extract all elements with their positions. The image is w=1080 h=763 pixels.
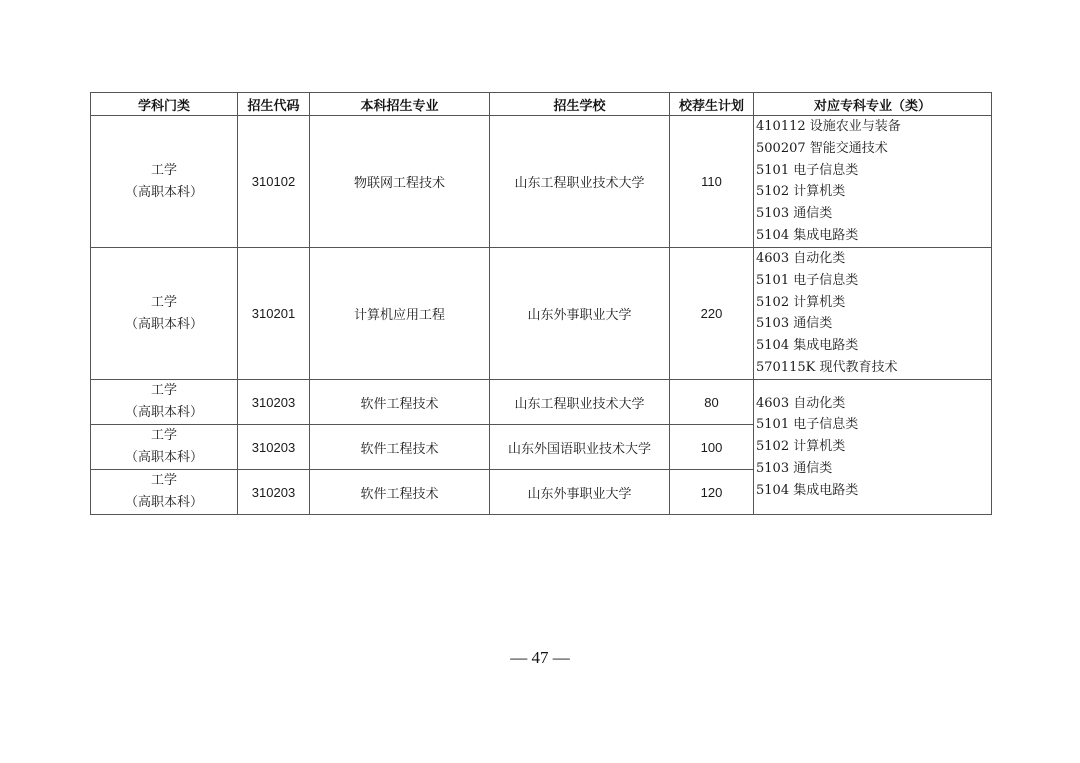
school-cell: 山东外事职业大学 — [490, 470, 670, 515]
related-major-item: 5101 电子信息类 — [756, 417, 859, 433]
major-cell: 物联网工程技术 — [310, 116, 490, 248]
related-major-item: 4603 自动化类 — [756, 251, 846, 266]
related-major-item: 5103 通信类 — [756, 460, 833, 476]
subject-level: （高职本科） — [124, 450, 203, 465]
major-cell: 软件工程技术 — [310, 380, 490, 425]
school-cell: 山东外事职业大学 — [490, 248, 670, 380]
related-major-item: 500207 智能交通技术 — [756, 140, 888, 156]
table-row — [91, 380, 992, 425]
table-header-row — [91, 93, 992, 116]
related-majors-cell — [754, 248, 992, 380]
code-cell: 310203 — [238, 380, 310, 425]
subject-name: 工学 — [150, 162, 177, 178]
header-recommended-plan: 校荐生计划 — [670, 93, 754, 116]
plan-cell: 220 — [670, 248, 754, 380]
major-cell: 软件工程技术 — [310, 470, 490, 515]
related-major-item: 5102 计算机类 — [756, 184, 846, 200]
plan-cell: 110 — [670, 116, 754, 248]
header-subject-category: 学科门类 — [91, 93, 238, 116]
table-row — [91, 248, 992, 380]
subject-cell — [91, 470, 238, 515]
header-enrollment-code: 招生代码 — [238, 93, 310, 116]
related-major-item: 5103 通信类 — [756, 206, 833, 222]
related-major-item: 5104 集成电路类 — [756, 482, 859, 498]
plan-cell: 120 — [670, 470, 754, 515]
header-school: 招生学校 — [490, 93, 670, 116]
related-major-item: 570115K 现代教育技术 — [756, 359, 898, 375]
related-major-item: 5102 计算机类 — [756, 294, 846, 310]
subject-level: （高职本科） — [124, 405, 203, 420]
related-majors-cell — [754, 116, 992, 248]
subject-level: （高职本科） — [124, 495, 203, 510]
header-undergraduate-major: 本科招生专业 — [310, 93, 490, 116]
subject-name: 工学 — [150, 294, 177, 310]
related-major-item: 5103 通信类 — [756, 316, 833, 332]
subject-name: 工学 — [150, 473, 177, 488]
subject-name: 工学 — [150, 428, 177, 443]
code-cell: 310201 — [238, 248, 310, 380]
code-cell: 310203 — [238, 425, 310, 470]
related-majors-merged-cell — [754, 380, 992, 515]
code-cell: 310203 — [238, 470, 310, 515]
subject-cell — [91, 425, 238, 470]
subject-cell — [91, 380, 238, 425]
page-number: — 47 — — [510, 648, 570, 667]
school-cell: 山东工程职业技术大学 — [490, 380, 670, 425]
plan-cell: 100 — [670, 425, 754, 470]
related-major-item: 5104 集成电路类 — [756, 338, 859, 354]
related-major-item: 5101 电子信息类 — [756, 272, 859, 288]
subject-cell — [91, 248, 238, 380]
related-major-item: 5101 电子信息类 — [756, 162, 859, 178]
school-cell: 山东工程职业技术大学 — [490, 116, 670, 248]
school-cell: 山东外国语职业技术大学 — [490, 425, 670, 470]
major-cell: 软件工程技术 — [310, 425, 490, 470]
table-row — [91, 116, 992, 248]
subject-level: （高职本科） — [124, 184, 203, 200]
subject-name: 工学 — [150, 383, 177, 398]
major-cell: 计算机应用工程 — [310, 248, 490, 380]
header-related-majors: 对应专科专业（类） — [754, 93, 992, 116]
subject-cell — [91, 116, 238, 248]
related-major-item: 5102 计算机类 — [756, 439, 846, 455]
related-major-item: 5104 集成电路类 — [756, 227, 859, 243]
enrollment-table — [90, 92, 992, 515]
plan-cell: 80 — [670, 380, 754, 425]
subject-level: （高职本科） — [124, 316, 203, 332]
related-major-item: 4603 自动化类 — [756, 395, 846, 411]
related-major-item: 410112 设施农业与装备 — [756, 119, 901, 134]
code-cell: 310102 — [238, 116, 310, 248]
